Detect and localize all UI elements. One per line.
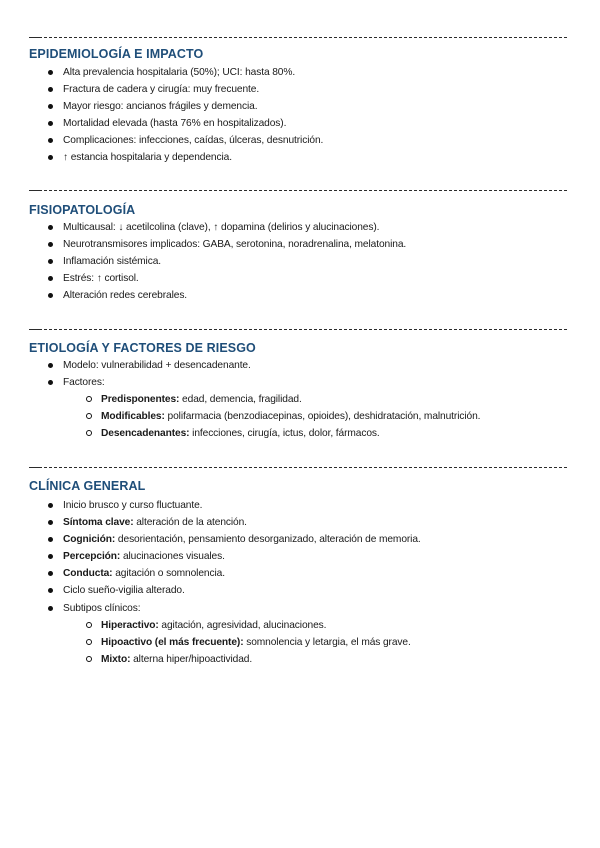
list-item: ↑ estancia hospitalaria y dependencia. <box>0 149 323 166</box>
item-text: alucinaciones visuales. <box>120 551 225 563</box>
list-item-text: Factores: <box>63 377 105 389</box>
section-divider <box>29 190 567 191</box>
section-title: EPIDEMIOLOGÍA E IMPACTO <box>29 47 204 61</box>
sub-list-item <box>0 617 421 634</box>
list-item <box>0 600 421 668</box>
sub-item-text: somnolencia y letargia, el más grave. <box>243 636 411 648</box>
list-item <box>0 514 421 531</box>
sub-bullet-list <box>63 391 480 442</box>
list-item <box>0 531 421 548</box>
section-divider <box>29 37 567 38</box>
list-item: Complicaciones: infecciones, caídas, úlceras, desnutrición. <box>0 132 323 149</box>
item-text: Inicio brusco y curso fluctuante. <box>63 500 203 511</box>
bullet-list <box>0 64 323 167</box>
item-label: Cognición: <box>63 534 116 546</box>
sub-list-item <box>0 634 421 651</box>
sub-item-label: Desencadenantes: <box>101 428 190 440</box>
sub-item-text: alterna hiper/hipoactividad. <box>130 653 253 665</box>
item-label: Síntoma clave: <box>63 517 134 529</box>
item-text: Subtipos clínicos: <box>63 602 141 614</box>
item-label: Conducta: <box>63 568 113 580</box>
sub-list-item <box>0 391 480 408</box>
list-item: Alteración redes cerebrales. <box>0 287 406 304</box>
list-item <box>0 582 421 599</box>
list-item <box>0 497 421 514</box>
item-label: Percepción: <box>63 551 121 563</box>
list-item: Estrés: ↑ cortisol. <box>0 270 406 287</box>
sub-item-text: edad, demencia, fragilidad. <box>179 394 302 406</box>
section-title: ETIOLOGÍA Y FACTORES DE RIESGO <box>29 341 256 355</box>
sub-item-label: Mixto: <box>101 653 131 665</box>
sub-item-label: Hipoactivo (el más frecuente): <box>101 636 244 648</box>
bullet-list <box>0 497 421 668</box>
sub-item-text: agitación, agresividad, alucinaciones. <box>158 619 327 631</box>
sub-bullet-list <box>63 617 421 668</box>
item-text: Ciclo sueño-vigilia alterado. <box>63 585 185 597</box>
list-item: Fractura de cadera y cirugía: muy frecuente. <box>0 81 323 98</box>
item-text: alteración de la atención. <box>133 517 247 529</box>
sub-item-label: Hiperactivo: <box>101 619 159 631</box>
item-text: desorientación, pensamiento desorganizado, alteración de memoria. <box>115 534 421 546</box>
section-divider <box>29 329 567 330</box>
sub-list-item <box>0 651 421 668</box>
sub-item-text: infecciones, cirugía, ictus, dolor, fármacos. <box>189 428 380 440</box>
list-item: Alta prevalencia hospitalaria (50%); UCI: hasta 80%. <box>0 64 323 81</box>
bullet-list <box>0 357 480 442</box>
list-item <box>0 374 480 442</box>
list-item: Modelo: vulnerabilidad + desencadenante. <box>0 357 480 374</box>
list-item: Mayor riesgo: ancianos frágiles y demencia. <box>0 98 323 115</box>
list-item: Inflamación sistémica. <box>0 253 406 270</box>
sub-list-item <box>0 408 480 425</box>
list-item: Neurotransmisores implicados: GABA, serotonina, noradrenalina, melatonina. <box>0 236 406 253</box>
list-item: Multicausal: ↓ acetilcolina (clave), ↑ dopamina (delirios y alucinaciones). <box>0 219 406 236</box>
list-item <box>0 565 421 582</box>
section-title: CLÍNICA GENERAL <box>29 479 146 493</box>
section-divider <box>29 467 567 468</box>
sub-list-item <box>0 425 480 442</box>
sub-item-text: polifarmacia (benzodiacepinas, opioides), deshidratación, malnutrición. <box>164 411 481 423</box>
item-text: agitación o somnolencia. <box>112 568 225 580</box>
sub-item-label: Modificables: <box>101 411 165 423</box>
sub-item-label: Predisponentes: <box>101 394 180 406</box>
list-item: Mortalidad elevada (hasta 76% en hospitalizados). <box>0 115 323 132</box>
list-item <box>0 548 421 565</box>
bullet-list <box>0 219 406 304</box>
section-title: FISIOPATOLOGÍA <box>29 203 136 217</box>
